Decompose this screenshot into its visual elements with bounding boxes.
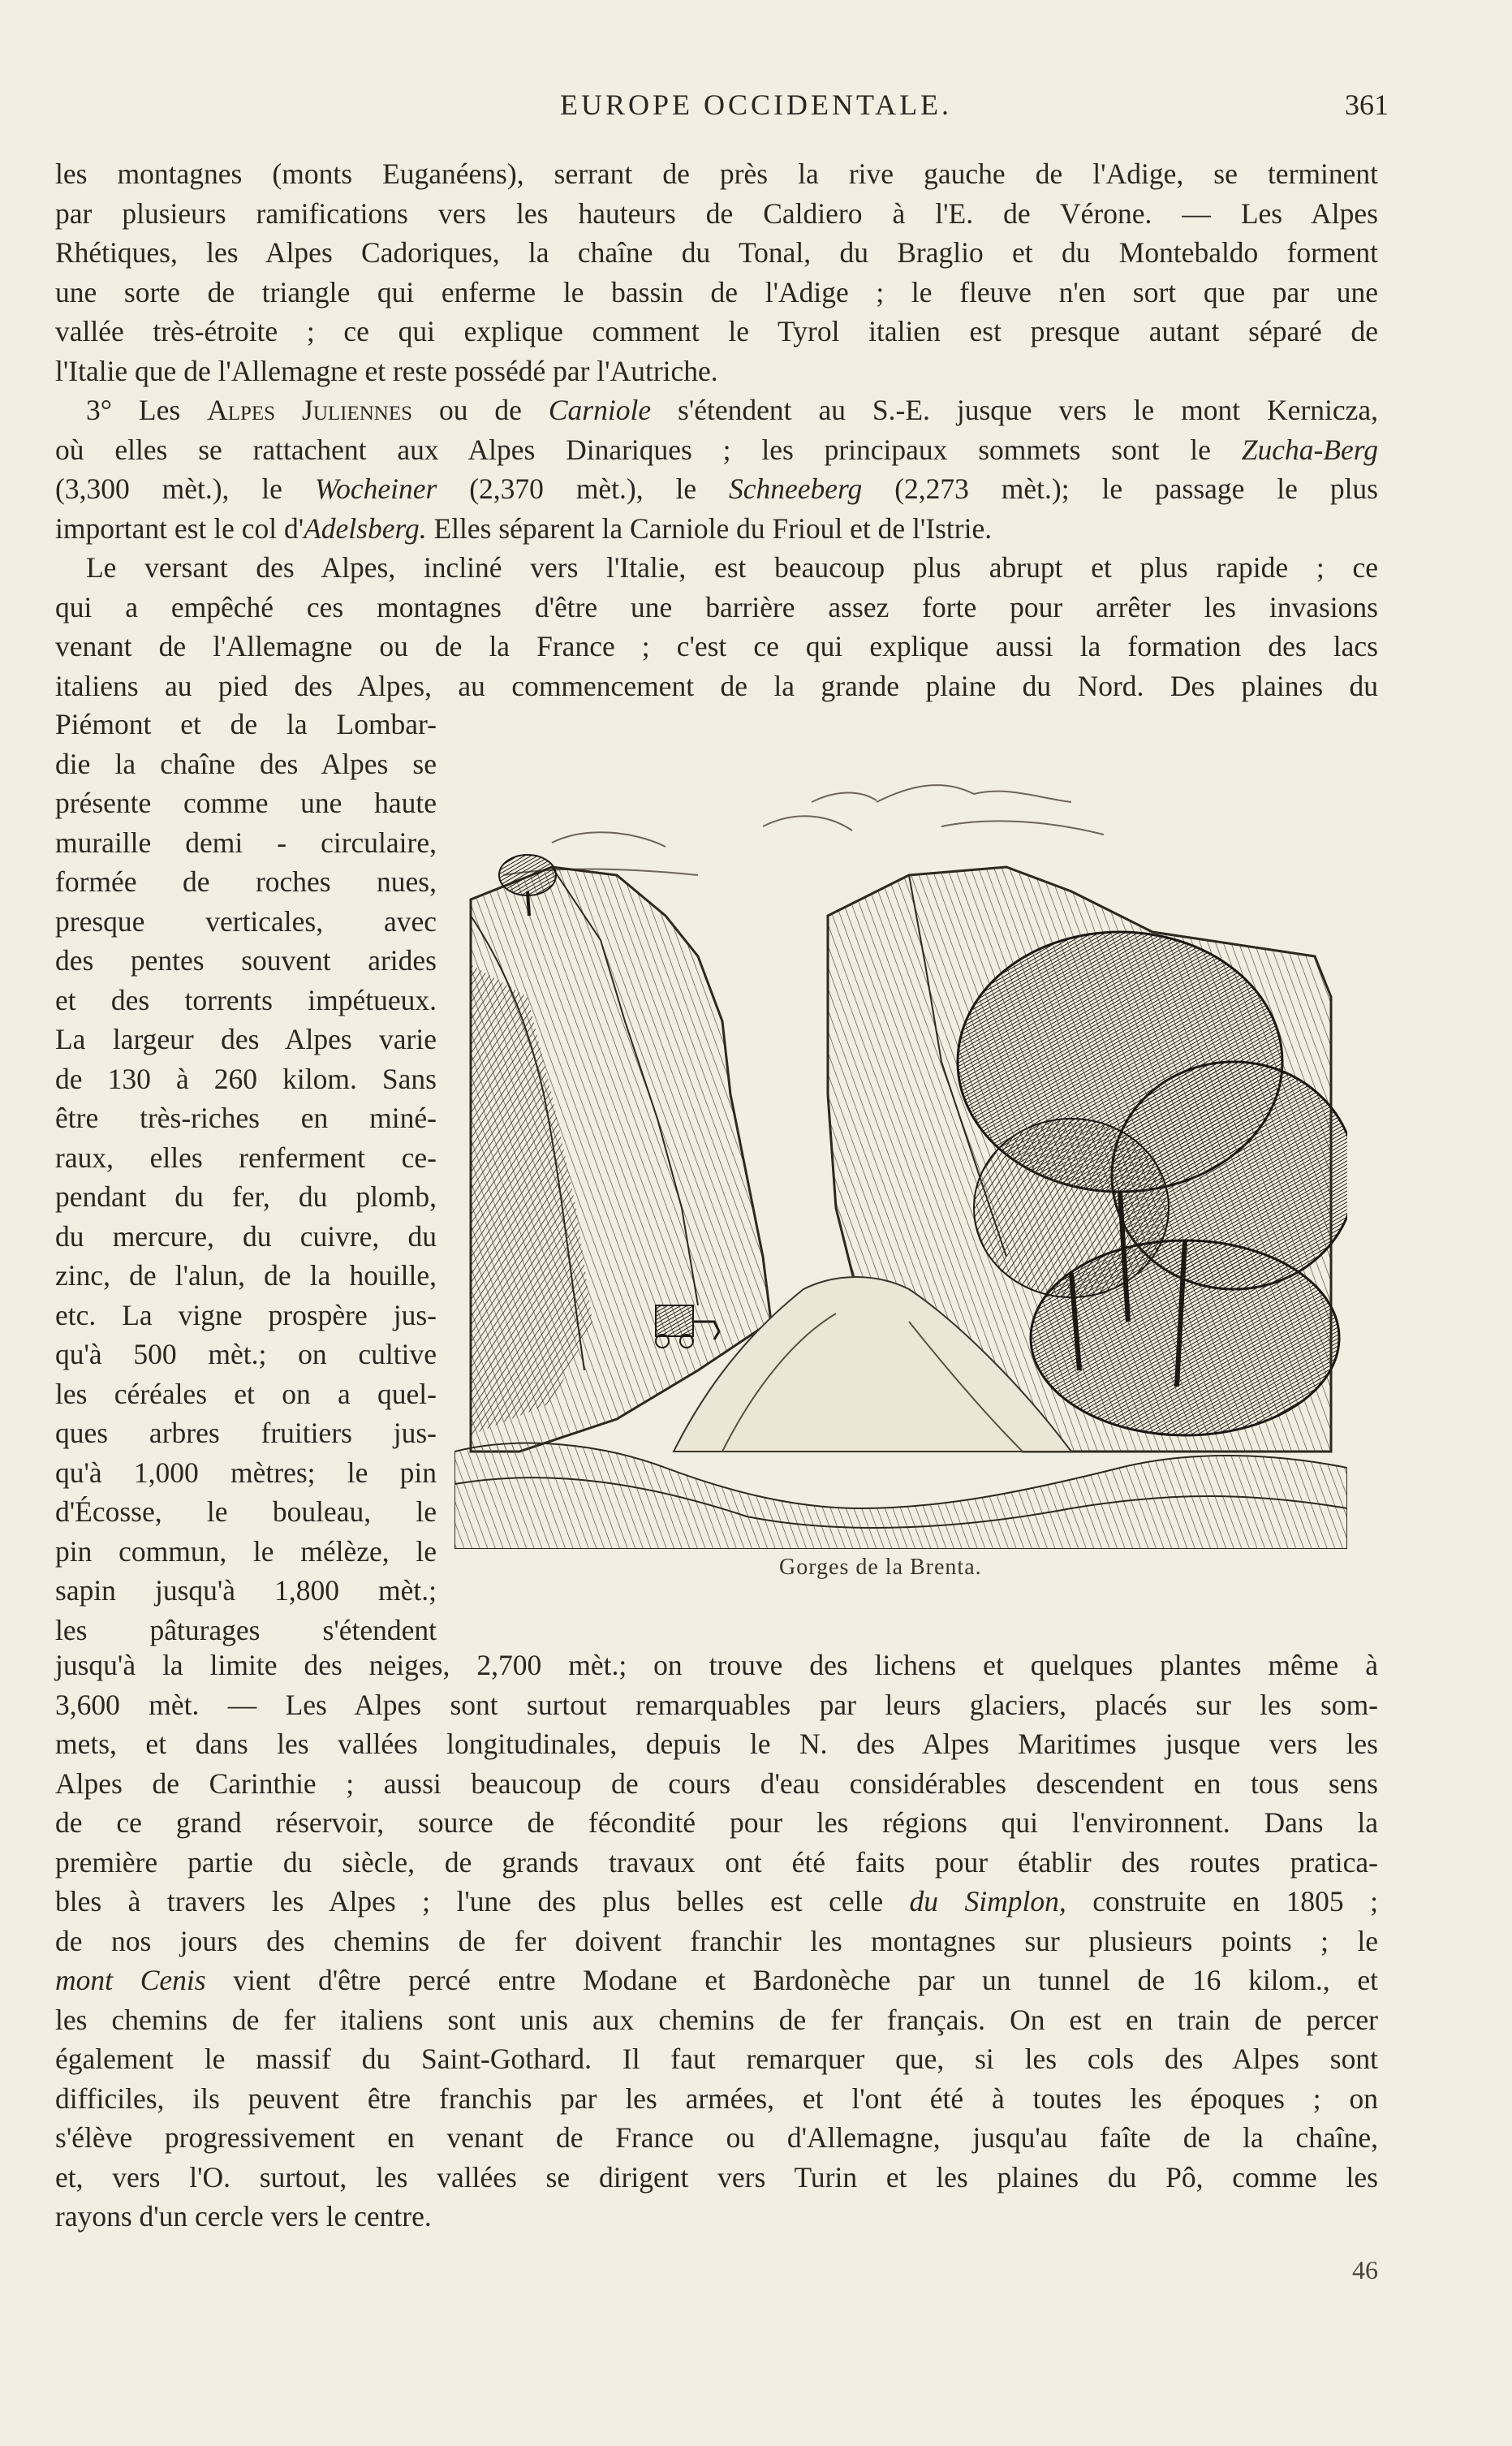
text-line: venant de l'Allemagne ou de la France ; c'est ce qui explique aussi la formation des lacs (55, 630, 1378, 662)
figure-caption: Gorges de la Brenta. (779, 1555, 982, 1580)
text-line: et des torrents impétueux. (55, 983, 437, 1016)
text-line: presque verticales, avec (55, 904, 437, 938)
text-line: pendant du fer, du plomb, (55, 1180, 437, 1213)
term-mont-cenis: mont Cenis (55, 1964, 206, 1996)
text-line: rayons d'un cercle vers le centre. (55, 2200, 432, 2232)
text-line: les chemins de fer italiens sont unis aux chemins de fer français. On est en train de percer (55, 2003, 1378, 2036)
text-line: muraille demi - circulaire, (55, 826, 437, 859)
text-line: pin commun, le mélèze, le (55, 1534, 437, 1568)
term-zucha-berg: Zucha-Berg (1241, 433, 1378, 466)
text-line: qu'à 1,000 mètres; le pin (55, 1456, 437, 1489)
text-line: les pâturages s'étendent (55, 1613, 437, 1646)
text-line: d'Écosse, le bouleau, le (55, 1495, 437, 1528)
text-line: l'Italie que de l'Allemagne et reste possédé par l'Autriche. (55, 354, 718, 387)
text-line: bles à travers les Alpes ; l'une des plus belles est celle du Simplon, construite en 1805 ; (55, 1885, 1378, 1918)
text-line: ques arbres fruitiers jus- (55, 1417, 437, 1449)
text-line: sapin jusqu'à 1,800 mèt.; (55, 1574, 437, 1607)
text-line: présente comme une haute (55, 787, 437, 819)
text-line: 3,600 mèt. — Les Alpes sont surtout remarquables par leurs glaciers, placés sur les som- (55, 1688, 1378, 1721)
text-line: être très-riches en miné- (55, 1102, 437, 1134)
running-title: EUROPE OCCIDENTALE. (559, 88, 953, 121)
text-line: jusqu'à la limite des neiges, 2,700 mèt.; on trouve des lichens et quelques plantes même à (55, 1649, 1378, 1681)
paragraph-versant-des-alpes (55, 548, 1378, 705)
page-number: 361 (1345, 88, 1389, 121)
text-line: première partie du siècle, de grands travaux ont été faits pour établir des routes pratica- (55, 1845, 1378, 1879)
text-line: des pentes souvent arides (55, 944, 437, 977)
text-line: de nos jours des chemins de fer doivent franchir les montagnes sur plusieurs points ; le (55, 1924, 1378, 1957)
text-line: zinc, de l'alun, de la houille, (55, 1259, 437, 1292)
text-line: raux, elles renferment ce- (55, 1141, 437, 1174)
text-line: mont Cenis vient d'être percé entre Modane et Bardonèche par un tunnel de 16 kilom., et (55, 1964, 1378, 1996)
column-text-beside-figure (55, 705, 437, 1650)
term-schneeberg: Schneeberg (729, 472, 863, 505)
text-line: du mercure, du cuivre, du (55, 1219, 437, 1253)
text-line: Alpes de Carinthie ; aussi beaucoup de cours d'eau considérables descendent en tous sens (55, 1767, 1378, 1800)
text-line: où elles se rattachent aux Alpes Dinariques ; les principaux sommets sont le Zucha-Berg (55, 433, 1378, 466)
term-adelsberg: Adelsberg. (304, 511, 427, 545)
text-line: et, vers l'O. surtout, les vallées se dirigent vers Turin et les plaines du Pô, comme les (55, 2160, 1378, 2194)
text-line: vallée très-étroite ; ce qui explique comment le Tyrol italien est presque autant séparé de (55, 315, 1378, 347)
text-line: qu'à 500 mèt.; on cultive (55, 1338, 437, 1370)
text-line: Rhétiques, les Alpes Cadoriques, la chaîne du Tonal, du Braglio et du Montebaldo forment (55, 236, 1378, 269)
text-line: La largeur des Alpes varie (55, 1023, 437, 1055)
text-line: une sorte de triangle qui enferme le bassin de l'Adige ; le fleuve n'en sort que par une (55, 275, 1378, 308)
text-line: qui a empêché ces montagnes d'être une barrière assez forte pour arrêter les invasions (55, 590, 1378, 623)
running-header (0, 88, 1512, 128)
term-simplon: du Simplon, (909, 1885, 1066, 1918)
paragraph-alpes-juliennes (55, 390, 1378, 548)
signature-mark: 46 (1352, 2255, 1378, 2284)
text-line: s'élève progressivement en venant de France ou d'Allemagne, jusqu'au faîte de la chaîne, (55, 2121, 1378, 2154)
paragraph-monts-euganeens (55, 154, 1378, 390)
clouds (503, 785, 1104, 875)
paragraph-versant-continued (55, 1646, 1378, 2237)
gorge-illustration (454, 753, 1347, 1549)
text-line: difficiles, ils peuvent être franchis par les armées, et l'ont été à toutes les époques ; on (55, 2081, 1378, 2115)
engraving-gorges-de-la-brenta (454, 753, 1347, 1549)
text-line: die la chaîne des Alpes se (55, 747, 437, 780)
term-carniole: Carniole (548, 394, 652, 426)
text-line: également le massif du Saint-Gothard. Il faut remarquer que, si les cols des Alpes sont (55, 2043, 1378, 2075)
text-line: Piémont et de la Lombar- (55, 708, 437, 740)
text-line: de 130 à 260 kilom. Sans (55, 1062, 437, 1095)
term-wocheiner: Wocheiner (314, 472, 437, 505)
text-line: par plusieurs ramifications vers les hauteurs de Caldiero à l'E. de Vérone. — Les Alpes (55, 196, 1378, 230)
text-line: 3° Les Alpes Juliennes ou de Carniole s'étendent au S.-E. jusque vers le mont Kernicza, (86, 394, 1378, 426)
text-line: Le versant des Alpes, incliné vers l'Italie, est beaucoup plus abrupt et plus rapide ; ce (86, 551, 1378, 584)
text-line: formée de roches nues, (55, 865, 437, 898)
text-line: les céréales et on a quel- (55, 1377, 437, 1410)
text-line: mets, et dans les vallées longitudinales, depuis le N. des Alpes Maritimes jusque vers les (55, 1728, 1378, 1760)
term-alpes-juliennes: Alpes Juliennes (207, 394, 413, 426)
text-line: de ce grand réservoir, source de fécondité pour les régions qui l'environnent. Dans la (55, 1806, 1378, 1839)
text-line: important est le col d'Adelsberg. Elles séparent la Carniole du Frioul et de l'Istrie. (55, 511, 993, 545)
text-line: etc. La vigne prospère jus- (55, 1298, 437, 1331)
text-line: italiens au pied des Alpes, au commencement de la grande plaine du Nord. Des plaines du (55, 669, 1378, 702)
text-line: les montagnes (monts Euganéens), serrant de près la rive gauche de l'Adige, se terminent (55, 157, 1378, 190)
text-line: (3,300 mèt.), le Wocheiner (2,370 mèt.), le Schneeberg (2,273 mèt.); le passage le plus (55, 472, 1378, 505)
